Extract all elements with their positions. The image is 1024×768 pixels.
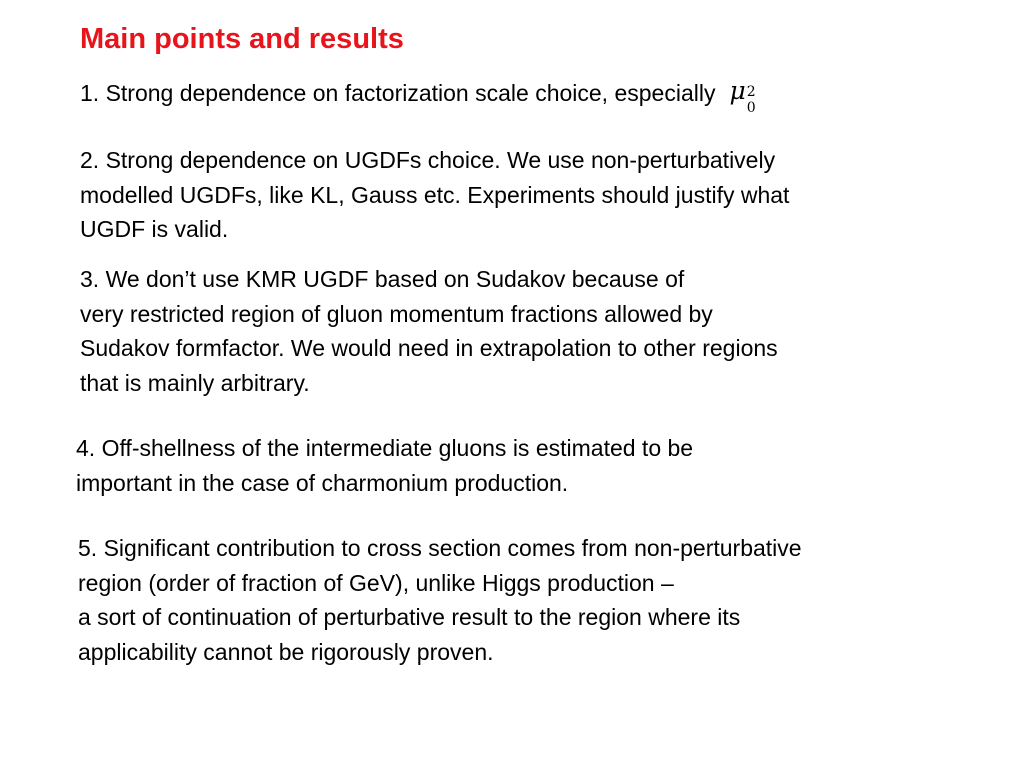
point-5-line-4: applicability cannot be rigorously proven. [78,638,494,665]
point-3-line-3: Sudakov formfactor. We would need in extrapolation to other regions [80,335,778,361]
point-3-line-2: very restricted region of gluon momentum fractions allowed by [80,300,713,327]
point-2-line-2: modelled UGDFs, like KL, Gauss etc. Experiments should justify what [80,181,790,208]
mu-squared-formula [729,74,756,116]
mu-symbol: μ [729,76,746,105]
point-2-line-1: 2. Strong dependence on UGDFs choice. We use non-perturbatively [80,147,776,173]
point-5-line-3: a sort of continuation of perturbative result to the region where its [78,604,741,630]
mu-subscript: 0 [746,99,756,116]
point-5-line-2: region (order of fraction of GeV), unlike Higgs production – [78,569,674,596]
point-4-line-1: 4. Off-shellness of the intermediate gluons is estimated to be [76,435,694,461]
point-4-line-2: important in the case of charmonium production. [76,469,569,496]
point-3-line-4: that is mainly arbitrary. [80,369,310,396]
point-4 [76,431,693,500]
point-3-line-1: 3. We don’t use KMR UGDF based on Sudakov because of [80,266,685,292]
point-5 [78,531,802,669]
slide-title: Main points and results [80,23,404,55]
point-1 [80,76,756,116]
point-5-line-1: 5. Significant contribution to cross section comes from non-perturbative [78,535,802,561]
point-3 [80,262,778,400]
point-2 [80,143,789,247]
point-1-text: 1. Strong dependence on factorization scale choice, especially [80,80,716,106]
mu-exponent: 2 [746,83,756,100]
point-1-line-1 [80,76,756,116]
point-2-line-3: UGDF is valid. [80,216,229,242]
